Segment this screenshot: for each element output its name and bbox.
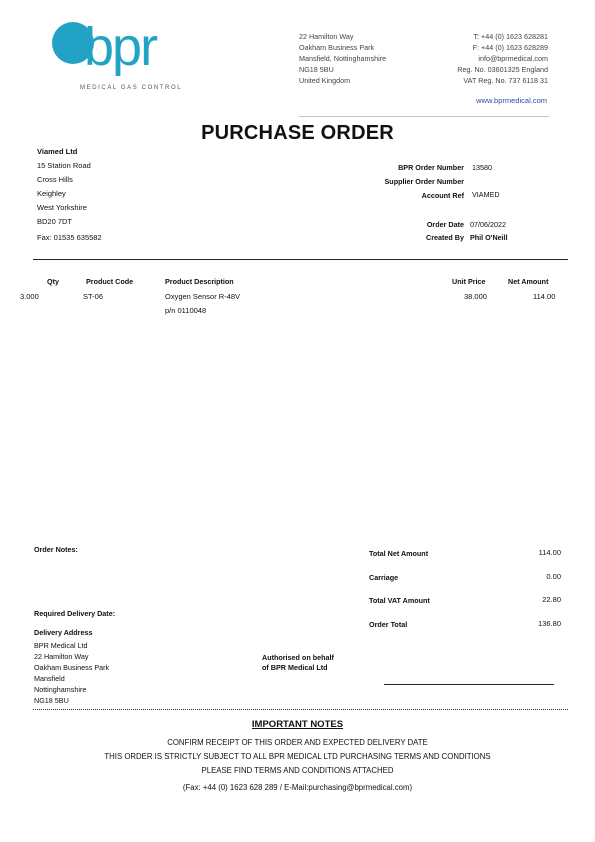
important-notes-title-text: IMPORTANT NOTES — [251, 719, 344, 730]
important-note-line: CONFIRM RECEIPT OF THIS ORDER AND EXPECTED DELIVERY DATE — [167, 738, 428, 747]
company-fax: F: +44 (0) 1623 628289 — [472, 43, 548, 52]
company-address-line: NG18 5BU — [299, 65, 334, 74]
row-product-code: ST-06 — [83, 292, 104, 301]
total-net-value: 114.00 — [538, 548, 561, 557]
delivery-address-line: Mansfield — [34, 674, 65, 683]
company-address-line: 22 Hamilton Way — [299, 32, 354, 41]
bpr-order-number: 13580 — [472, 163, 492, 172]
created-by: Phil O'Neill — [470, 233, 508, 242]
col-header-description: Product Description — [165, 277, 234, 286]
supplier-order-number-label: Supplier Order Number — [384, 177, 464, 186]
order-date: 07/06/2022 — [470, 220, 506, 229]
authorised-line-1: Authorised on behalf — [262, 653, 334, 662]
supplier-fax: Fax: 01535 635582 — [37, 233, 102, 242]
account-ref: VIAMED — [472, 190, 500, 199]
account-ref-label: Account Ref — [421, 191, 464, 200]
company-email: info@bprmedical.com — [478, 54, 548, 63]
logo-tagline: MEDICAL GAS CONTROL — [80, 85, 183, 91]
total-vat-label: Total VAT Amount — [369, 596, 430, 605]
delivery-address-line: 22 Hamilton Way — [34, 652, 89, 661]
company-reg-no: Reg. No. 03601325 England — [457, 65, 548, 74]
supplier-address-line: Cross Hills — [37, 175, 73, 184]
delivery-address-line: BPR Medical Ltd — [34, 641, 88, 650]
delivery-address-line: Oakham Business Park — [34, 663, 110, 672]
delivery-address-label: Delivery Address — [34, 628, 93, 637]
delivery-address-line: NG18 5BU — [34, 696, 69, 705]
company-phone: T: +44 (0) 1623 628281 — [473, 32, 548, 41]
important-note-line: THIS ORDER IS STRICTLY SUBJECT TO ALL BPR MEDICAL LTD PURCHASING TERMS AND CONDITIONS — [104, 752, 491, 761]
col-header-qty: Qty — [47, 277, 59, 286]
created-by-label: Created By — [426, 233, 464, 242]
total-net-label: Total Net Amount — [369, 549, 429, 558]
company-address-line: United Kingdom — [299, 76, 351, 85]
company-address-line: Oakham Business Park — [299, 43, 375, 52]
important-notes-title — [0, 719, 595, 730]
dotted-separator — [33, 709, 568, 710]
purchasing-contact: (Fax: +44 (0) 1623 628 289 / E-Mail:purchasing@bprmedical.com) — [182, 783, 413, 792]
signature-line — [384, 684, 554, 685]
supplier-address-line: West Yorkshire — [37, 203, 87, 212]
important-note-line: PLEASE FIND TERMS AND CONDITIONS ATTACHED — [201, 766, 394, 775]
carriage-value: 0.00 — [546, 572, 561, 581]
authorised-line-2: of BPR Medical Ltd — [262, 663, 328, 672]
document-title: PURCHASE ORDER — [201, 122, 394, 144]
supplier-address-line: BD20 7DT — [37, 217, 73, 226]
company-logo: bpr — [84, 17, 157, 77]
total-vat-value: 22.80 — [542, 595, 561, 604]
table-top-rule — [33, 259, 568, 260]
supplier-address-line: Keighley — [37, 189, 66, 198]
order-total-value: 136.80 — [538, 619, 561, 628]
supplier-name: Viamed Ltd — [37, 147, 78, 156]
company-address-line: Mansfield, Nottinghamshire — [299, 54, 387, 63]
row-unit-price: 38.000 — [464, 292, 487, 301]
row-qty: 3.000 — [20, 292, 39, 301]
required-delivery-label: Required Delivery Date: — [34, 609, 116, 618]
order-notes-label: Order Notes: — [34, 545, 78, 554]
delivery-address-line: Nottinghamshire — [34, 685, 87, 694]
row-description: Oxygen Sensor R-48V — [165, 292, 241, 301]
row-net-amount: 114.00 — [533, 292, 556, 301]
order-date-label: Order Date — [426, 220, 464, 229]
col-header-product-code: Product Code — [86, 277, 134, 286]
col-header-unit-price: Unit Price — [452, 277, 486, 286]
order-total-label: Order Total — [369, 620, 408, 629]
bpr-order-number-label: BPR Order Number — [398, 163, 464, 172]
row-description-part-number: p/n 0110048 — [165, 306, 207, 315]
carriage-label: Carriage — [369, 573, 399, 582]
supplier-address-line: 15 Station Road — [37, 161, 91, 170]
header-divider — [299, 116, 549, 117]
company-vat-reg: VAT Reg. No. 737 6118 31 — [463, 76, 548, 85]
company-website-link[interactable]: www.bprmedical.com — [476, 96, 547, 105]
col-header-net-amount: Net Amount — [508, 277, 549, 286]
